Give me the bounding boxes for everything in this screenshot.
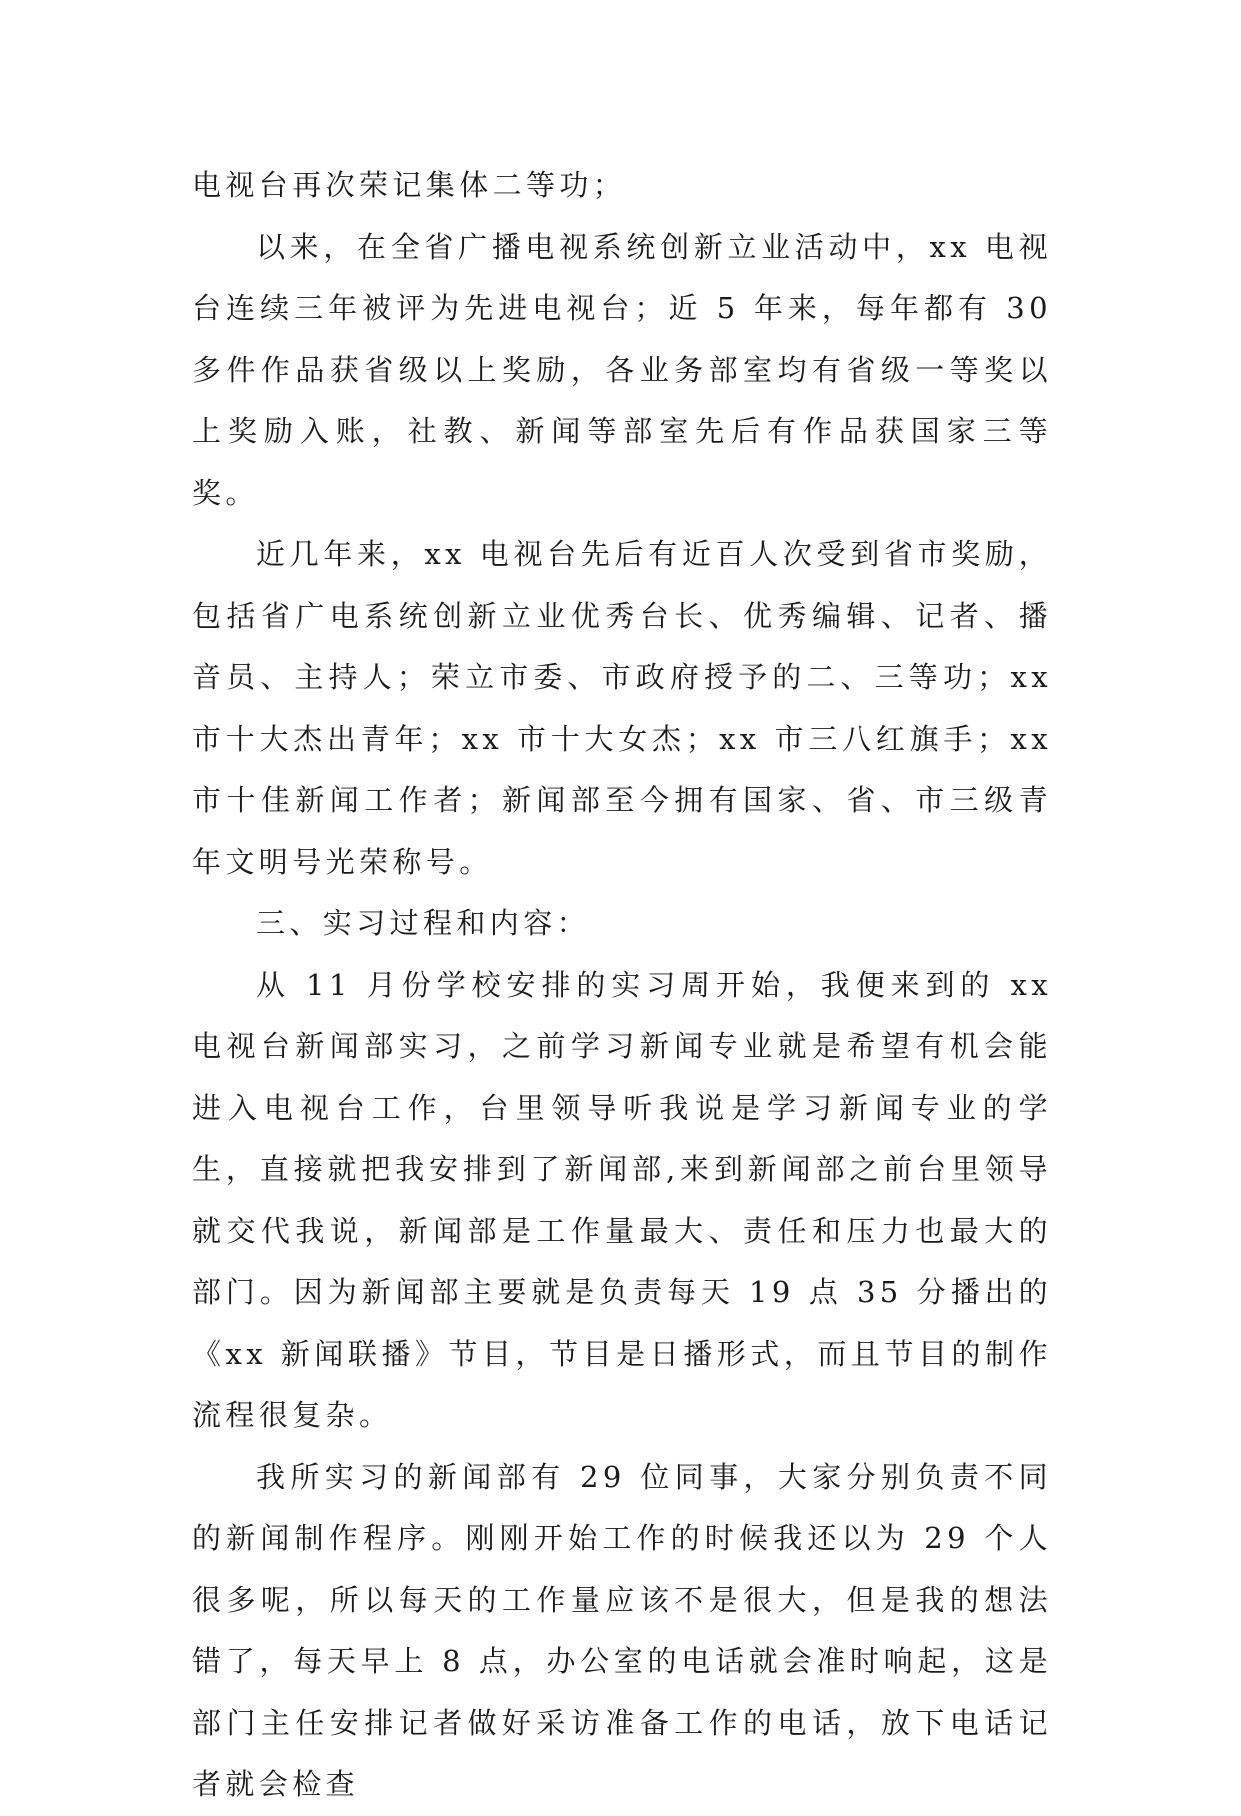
paragraph-newsroom-work: 我所实习的新闻部有 29 位同事，大家分别负责不同的新闻制作程序。刚刚开始工作的时候我还以为 29 个人很多呢，所以每天的工作量应该不是很大，但是我的想法错了，每天早上 8 点，办公室的电话就会准时响起，这是部门主任安排记者做好采访准备工作的电话，放下电话记者就会检查 <box>192 1459 1052 1801</box>
section-heading-internship-process: 三、实习过程和内容： <box>256 906 591 940</box>
document-body <box>192 155 1052 1816</box>
paragraph-staff-honors: 近几年来，xx 电视台先后有近百人次受到省市奖励，包括省广电系统创新立业优秀台长、优秀编辑、记者、播音员、主持人；荣立市委、市政府授予的二、三等功；xx 市十大杰出青年；xx 市十大女杰；xx 市三八红旗手；xx 市十佳新闻工作者；新闻部至今拥有国家、省、市三级青年文明号光荣称号。 <box>192 537 1052 879</box>
paragraph-internship-start: 从 11 月份学校安排的实习周开始，我便来到的 xx 电视台新闻部实习，之前学习新闻专业就是希望有机会能进入电视台工作，台里领导听我说是学习新闻专业的学生，直接就把我安排到了新闻部,来到新闻部之前台里领导就交代我说，新闻部是工作量最大、责任和压力也最大的部门。因为新闻部主要就是负责每天 19 点 35 分播出的《xx 新闻联播》节目，节目是日播形式，而且节目的制作流程很复杂。 <box>192 967 1052 1432</box>
paragraph-continuation: 电视台再次荣记集体二等功； <box>192 168 627 202</box>
paragraph-awards-history: 以来，在全省广播电视系统创新立业活动中，xx 电视台连续三年被评为先进电视台；近 5 年来，每年都有 30 多件作品获省级以上奖励，各业务部室均有省级一等奖以上奖励入账，社教、新闻等部室先后有作品获国家三等奖。 <box>192 229 1052 510</box>
